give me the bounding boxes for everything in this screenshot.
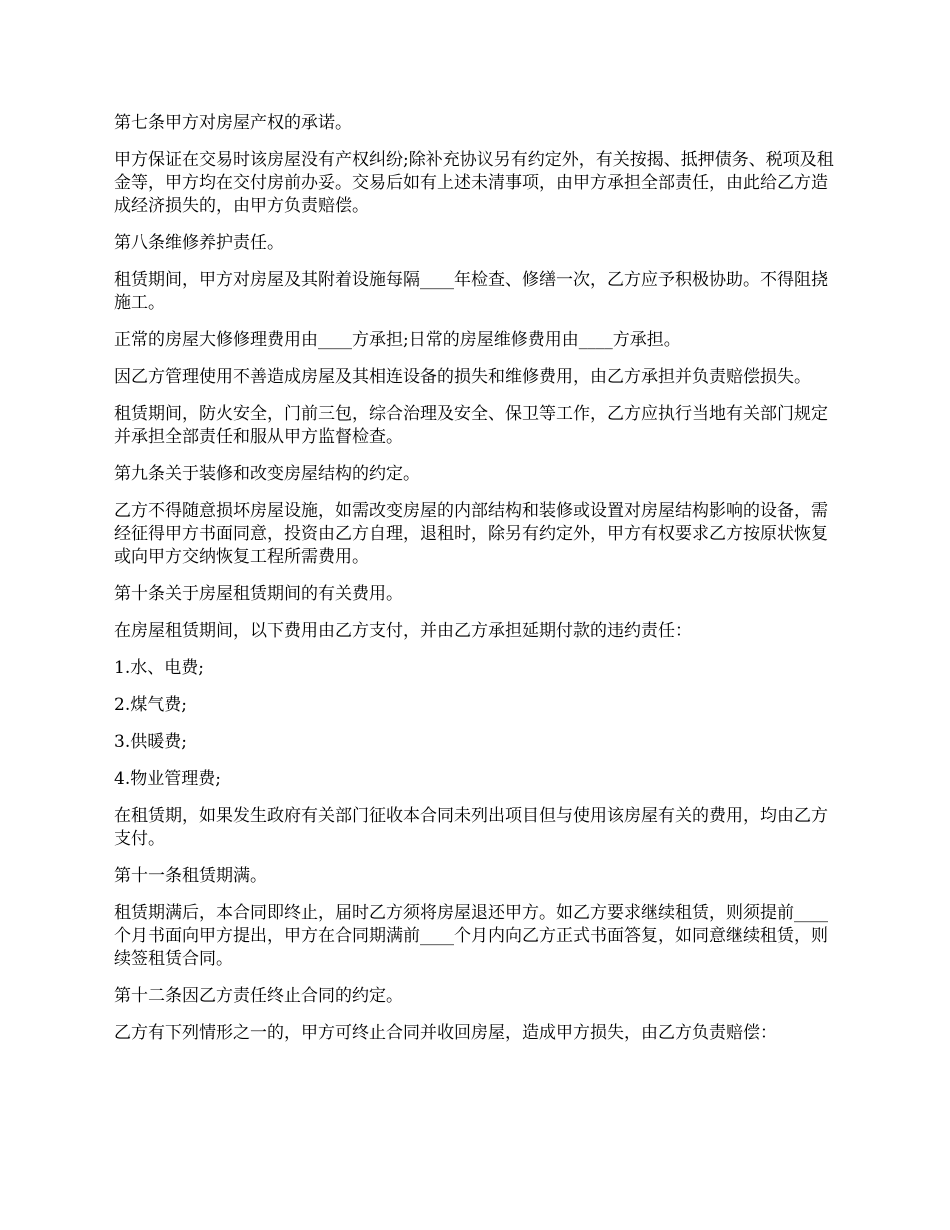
article-8-inspection: 租赁期间，甲方对房屋及其附着设施每隔____年检查、修缮一次，乙方应予积极协助。不得阻挠施工。 [114, 270, 828, 313]
article-12-intro: 乙方有下列情形之一的，甲方可终止合同并收回房屋，造成甲方损失，由乙方负责赔偿： [114, 1023, 777, 1043]
article-7-body: 甲方保证在交易时该房屋没有产权纠纷;除补充协议另有约定外，有关按揭、抵押债务、税项及租金等，甲方均在交付房前办妥。交易后如有上述未清事项，由甲方承担全部责任，由此给乙方造成经济损失的，由甲方负责赔偿。 [114, 150, 834, 216]
article-12-heading: 第十二条因乙方责任终止合同的约定。 [114, 986, 403, 1006]
article-10-heading: 第十条关于房屋租赁期间的有关费用。 [114, 584, 403, 604]
list-item: 2.煤气费; [114, 695, 187, 715]
article-10-intro: 在房屋租赁期间，以下费用由乙方支付，并由乙方承担延期付款的违约责任： [114, 621, 692, 641]
article-9-body: 乙方不得随意损坏房屋设施，如需改变房屋的内部结构和装修或设置对房屋结构影响的设备，需经征得甲方书面同意，投资由乙方自理，退租时，除另有约定外，甲方有权要求乙方按原状恢复或向甲方交纳恢复工程所需费用。 [114, 501, 828, 567]
article-8-damage-liability: 因乙方管理使用不善造成房屋及其相连设备的损失和维修费用，由乙方承担并负责赔偿损失。 [114, 367, 811, 387]
document-page [114, 112, 844, 1059]
article-11-body: 租赁期满后，本合同即终止，届时乙方须将房屋退还甲方。如乙方要求继续租赁，则须提前____个月书面向甲方提出，甲方在合同期满前____个月内向乙方正式书面答复，如同意继续租赁，则续签租赁合同。 [114, 903, 828, 969]
list-item: 3.供暖费; [114, 732, 187, 752]
article-9-heading: 第九条关于装修和改变房屋结构的约定。 [114, 464, 420, 484]
article-8-safety: 租赁期间，防火安全，门前三包，综合治理及安全、保卫等工作，乙方应执行当地有关部门规定并承担全部责任和服从甲方监督检查。 [114, 404, 828, 447]
article-8-heading: 第八条维修养护责任。 [114, 233, 284, 253]
article-10-other-fees: 在租赁期，如果发生政府有关部门征收本合同未列出项目但与使用该房屋有关的费用，均由乙方支付。 [114, 806, 828, 849]
list-item: 4.物业管理费; [114, 769, 221, 789]
article-11-heading: 第十一条租赁期满。 [114, 866, 267, 886]
article-8-repair-costs: 正常的房屋大修修理费用由____方承担;日常的房屋维修费用由____方承担。 [114, 330, 681, 350]
list-item: 1.水、电费; [114, 658, 204, 678]
article-7-heading: 第七条甲方对房屋产权的承诺。 [114, 113, 352, 133]
